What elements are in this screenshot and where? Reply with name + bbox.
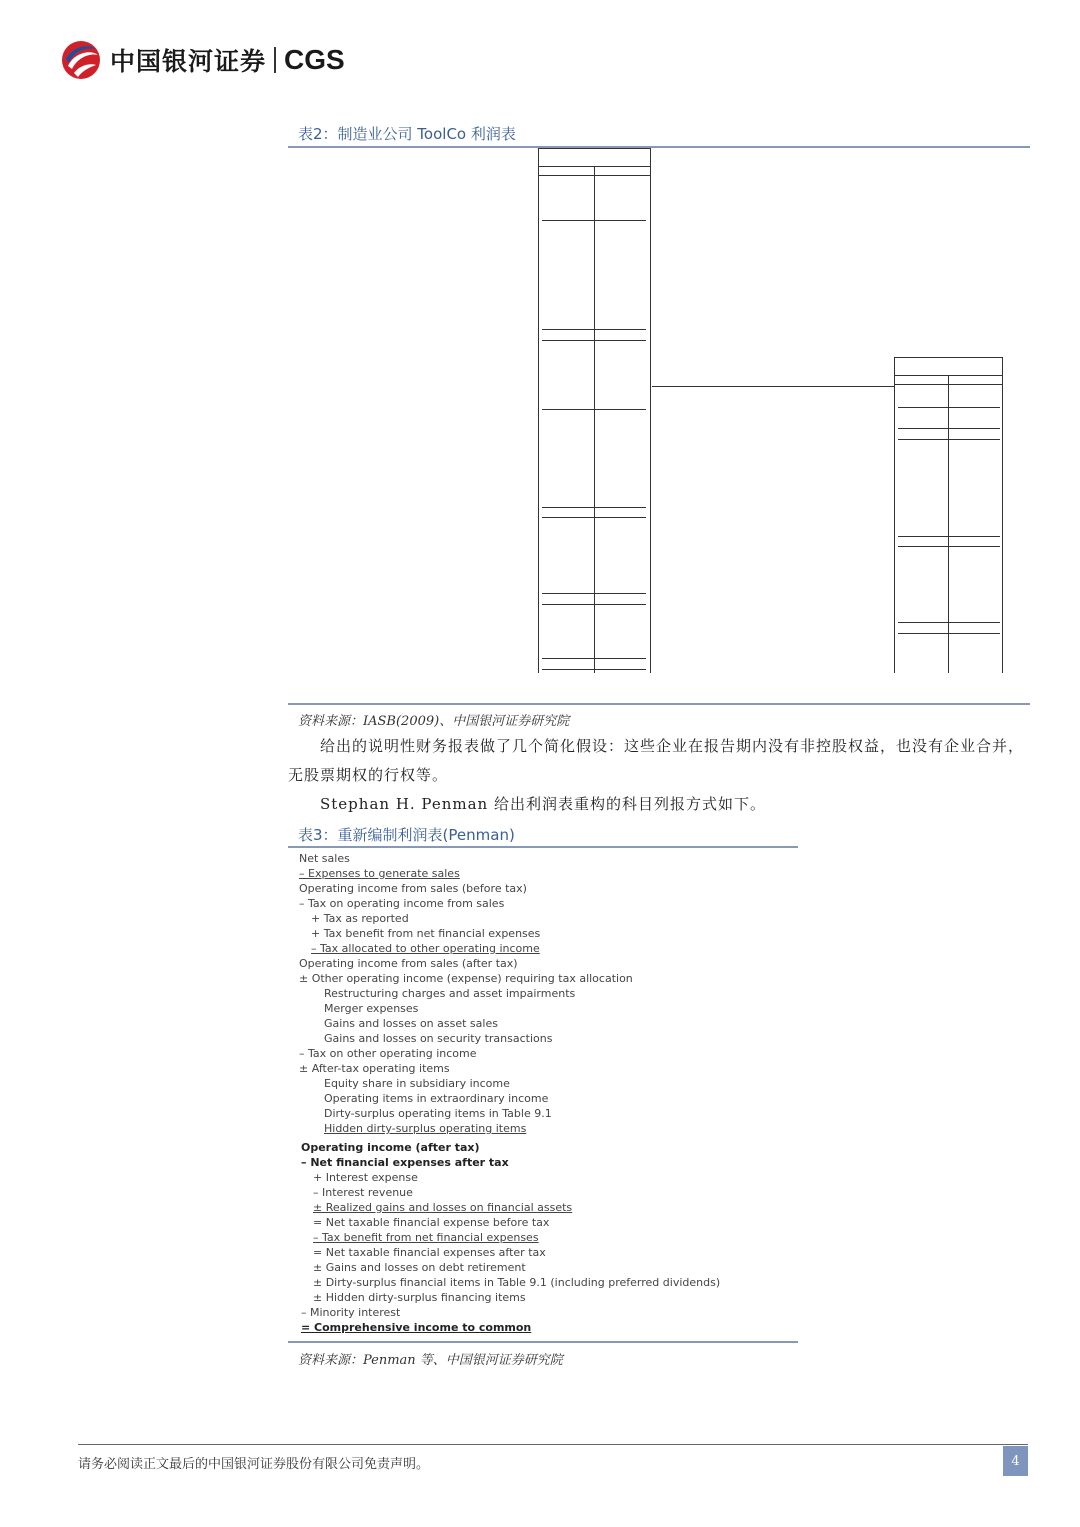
penman-list-item: Restructuring charges and asset impairments xyxy=(324,987,576,1000)
penman-list-item: Net sales xyxy=(299,852,350,865)
penman-list-item: Operating income from sales (before tax) xyxy=(299,882,527,895)
penman-list-item: ± Realized gains and losses on financial assets xyxy=(313,1201,573,1214)
footer-disclaimer: 请务必阅读正文最后的中国银河证券股份有限公司免责声明。 xyxy=(78,1457,430,1472)
cgs-logo-icon xyxy=(60,39,102,81)
logo-english-name: CGS xyxy=(284,44,345,75)
penman-list-item: ± Gains and losses on debt retirement xyxy=(313,1261,526,1274)
col-divider-left xyxy=(538,148,539,673)
penman-list-item: ± After-tax operating items xyxy=(299,1062,450,1075)
penman-list-item: = Net taxable financial expense before tax xyxy=(313,1216,550,1229)
body-paragraph-2: Stephan H. Penman 给出利润表重构的科目列报方式如下。 xyxy=(320,795,766,813)
subtotal-rule xyxy=(542,329,646,330)
subtotal-rule xyxy=(542,409,646,410)
subtotal-rule xyxy=(542,658,646,659)
penman-list-item: – Tax on operating income from sales xyxy=(299,897,505,910)
right-header-top xyxy=(894,357,1002,358)
penman-list-item: – Minority interest xyxy=(301,1306,401,1319)
penman-list-item: – Tax allocated to other operating income xyxy=(311,942,540,955)
penman-list-item: Gains and losses on asset sales xyxy=(324,1017,498,1030)
logo-separator xyxy=(274,47,276,73)
subtotal-rule xyxy=(542,220,646,221)
right-col-left xyxy=(894,357,895,673)
penman-list-item: – Expenses to generate sales xyxy=(299,867,460,880)
penman-list-item: Operating income (after tax) xyxy=(301,1141,480,1154)
header-top-line xyxy=(538,148,650,149)
subtotal-rule xyxy=(898,407,1000,408)
penman-list-item: ± Other operating income (expense) requiring tax allocation xyxy=(299,972,633,985)
subtotal-rule xyxy=(898,622,1000,623)
logo-chinese-name: 中国银河证券 xyxy=(110,47,267,76)
col-divider-mid xyxy=(594,166,595,673)
penman-list-item: = Comprehensive income to common xyxy=(301,1321,532,1334)
body-paragraph-1: 给出的说明性财务报表做了几个简化假设：这些企业在报告期内没有非控股权益，也没有企业合并，无股票期权的行权等。 xyxy=(288,737,1025,784)
right-col-mid xyxy=(948,375,949,673)
subtotal-rule xyxy=(898,546,1000,547)
subtotal-rule xyxy=(542,340,646,341)
penman-list-item: Operating income from sales (after tax) xyxy=(299,957,518,970)
subtotal-rule xyxy=(542,517,646,518)
penman-list-item: Operating items in extraordinary income xyxy=(324,1092,549,1105)
table3-source: 资料来源：Penman 等、中国银河证券研究院 xyxy=(298,1353,563,1368)
penman-list-item: + Tax benefit from net financial expenses xyxy=(311,927,541,940)
penman-list-item: – Net financial expenses after tax xyxy=(301,1156,509,1169)
table2-source: 资料来源：IASB(2009)、中国银河证券研究院 xyxy=(298,714,570,729)
page-number: 4 xyxy=(1003,1446,1028,1476)
subtotal-rule xyxy=(542,604,646,605)
penman-list-item: – Interest revenue xyxy=(313,1186,413,1199)
subtotal-rule xyxy=(898,439,1000,440)
penman-list-item: Equity share in subsidiary income xyxy=(324,1077,510,1090)
subtotal-rule xyxy=(542,669,646,670)
penman-list-item: – Tax on other operating income xyxy=(299,1047,477,1060)
subtotal-rule xyxy=(542,507,646,508)
penman-list-item: ± Dirty-surplus financial items in Table 9.1 (including preferred dividends) xyxy=(313,1276,721,1289)
penman-list-item: Dirty-surplus operating items in Table 9.1 xyxy=(324,1107,552,1120)
right-col-right xyxy=(1002,357,1003,673)
subtotal-rule xyxy=(542,593,646,594)
table3-top-rule xyxy=(288,846,798,848)
subtotal-rule xyxy=(898,536,1000,537)
penman-list-item: + Interest expense xyxy=(313,1171,418,1184)
table3-bottom-rule xyxy=(288,1341,798,1343)
penman-list-item: Merger expenses xyxy=(324,1002,419,1015)
table2-bottom-rule xyxy=(288,703,1030,705)
penman-list-item: Gains and losses on security transactions xyxy=(324,1032,553,1045)
subtotal-rule xyxy=(898,428,1000,429)
penman-list-item: Hidden dirty-surplus operating items xyxy=(324,1122,527,1135)
penman-list-item: ± Hidden dirty-surplus financing items xyxy=(313,1291,526,1304)
income-statement-toolco xyxy=(296,148,1031,676)
footer-rule xyxy=(78,1444,1028,1445)
subtotal-rule xyxy=(898,633,1000,634)
table3-caption: 表3：重新编制利润表(Penman) xyxy=(298,826,515,844)
penman-list-item: + Tax as reported xyxy=(311,912,409,925)
table2-caption: 表2：制造业公司 ToolCo 利润表 xyxy=(298,125,516,143)
col-divider-right xyxy=(650,148,651,673)
company-logo xyxy=(60,40,345,80)
right-block-top xyxy=(652,386,894,387)
penman-list-item: – Tax benefit from net financial expenses xyxy=(313,1231,539,1244)
penman-list-item: = Net taxable financial expenses after tax xyxy=(313,1246,546,1259)
